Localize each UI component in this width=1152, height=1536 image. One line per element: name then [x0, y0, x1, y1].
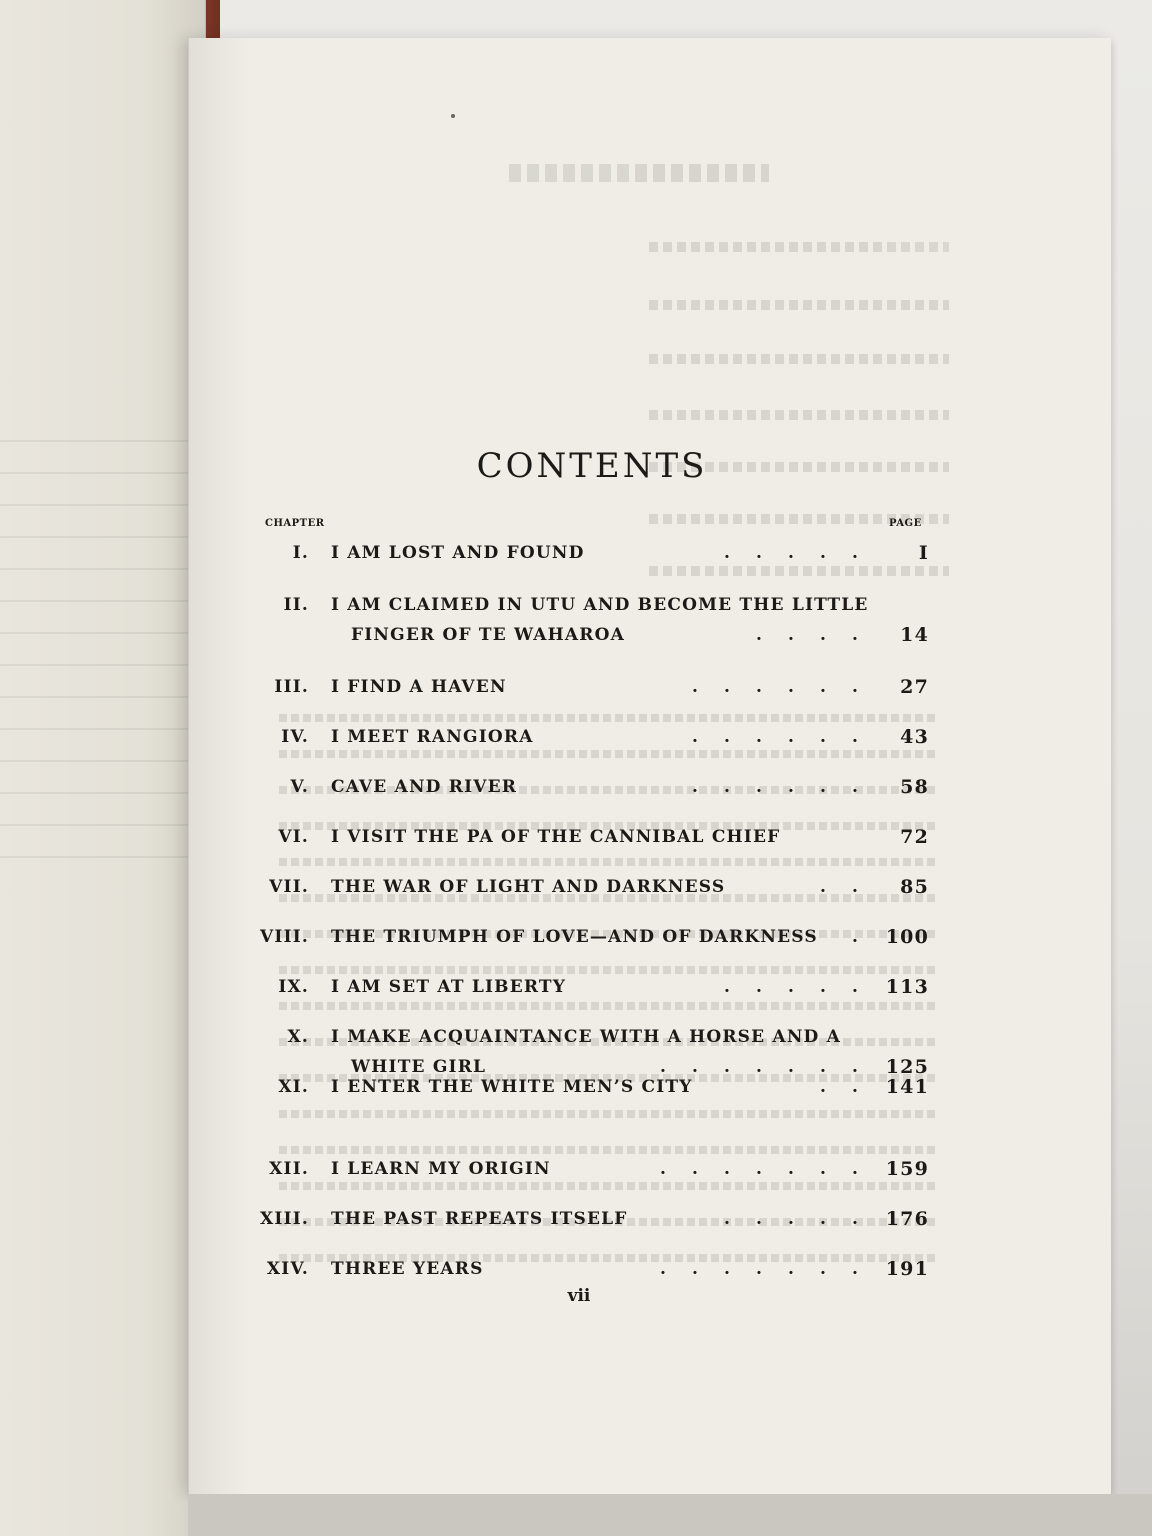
chapter-title: I LEARN MY ORIGIN [331, 1159, 551, 1179]
chapter-page-number: 27 [900, 676, 929, 698]
dot-leader: . . [820, 877, 858, 897]
chapter-number: XII. [269, 1159, 309, 1179]
page-number: vii [567, 1286, 591, 1306]
chapter-page-number: 159 [885, 1158, 929, 1180]
chapter-page-number: 85 [900, 876, 929, 898]
toc-entry [189, 590, 949, 650]
chapter-title: I AM LOST AND FOUND [331, 543, 585, 563]
chapter-page-number: 100 [885, 926, 929, 948]
chapter-page-number: 141 [885, 1076, 929, 1098]
toc-line [189, 1154, 949, 1184]
dot-leader: . . . . . [724, 977, 858, 997]
chapter-title: I VISIT THE PA OF THE CANNIBAL CHIEF [331, 827, 781, 847]
chapter-page-number: 43 [900, 726, 929, 748]
surface-below-book [188, 1494, 1152, 1536]
toc-entry [189, 1154, 949, 1184]
toc-entry [189, 672, 949, 702]
chapter-title: I AM SET AT LIBERTY [331, 977, 567, 997]
toc-line [189, 1204, 949, 1234]
dot-leader: . . . . . . . [660, 1259, 858, 1279]
toc-line [189, 1072, 949, 1102]
chapter-title: THREE YEARS [331, 1259, 484, 1279]
chapter-number: IV. [281, 727, 309, 747]
dot-leader: . [852, 927, 858, 947]
dot-leader: . . . . [756, 625, 858, 645]
toc-entry [189, 1254, 949, 1284]
dot-leader: . . . . . [724, 543, 858, 563]
chapter-title: I FIND A HAVEN [331, 677, 507, 697]
chapter-title: THE TRIUMPH OF LOVE—AND OF DARKNESS [331, 927, 818, 947]
chapter-page-number: 14 [900, 624, 929, 646]
toc-line [189, 772, 949, 802]
toc-line [189, 1022, 949, 1052]
chapter-title: THE WAR OF LIGHT AND DARKNESS [331, 877, 726, 897]
chapter-number: XIII. [260, 1209, 309, 1229]
chapter-title: I MEET RANGIORA [331, 727, 534, 747]
toc-line [189, 722, 949, 752]
chapter-column-label: CHAPTER [265, 518, 325, 529]
chapter-title: I ENTER THE WHITE MEN’S CITY [331, 1077, 693, 1097]
toc-line [189, 872, 949, 902]
chapter-number: VII. [269, 877, 309, 897]
chapter-page-number: I [918, 542, 929, 564]
left-page-bleed [0, 440, 200, 860]
chapter-title: I MAKE ACQUAINTANCE WITH A HORSE AND A [331, 1027, 842, 1047]
book-page [188, 38, 1111, 1494]
toc-entry [189, 1072, 949, 1102]
chapter-number: I. [292, 543, 309, 563]
chapter-title: I AM CLAIMED IN UTU AND BECOME THE LITTLE [331, 595, 869, 615]
chapter-number: V. [290, 777, 309, 797]
chapter-page-number: 113 [885, 976, 929, 998]
toc-line [189, 590, 949, 620]
chapter-number: VIII. [260, 927, 309, 947]
toc-entry [189, 772, 949, 802]
chapter-number: X. [287, 1027, 309, 1047]
chapter-page-number: 125 [885, 1056, 929, 1078]
chapter-title: CAVE AND RIVER [331, 777, 518, 797]
dot-leader: . . . . . . [692, 727, 858, 747]
chapter-number: VI. [278, 827, 309, 847]
dot-leader: . . . . . . [692, 677, 858, 697]
chapter-title: FINGER OF TE WAHAROA [351, 625, 625, 645]
toc-line [189, 922, 949, 952]
page-title: CONTENTS [476, 446, 708, 486]
dot-leader: . . [820, 1077, 858, 1097]
toc-line [189, 538, 949, 568]
chapter-page-number: 191 [885, 1258, 929, 1280]
toc-entry [189, 822, 949, 852]
chapter-number: III. [274, 677, 309, 697]
toc-line [189, 972, 949, 1002]
toc-entry [189, 1204, 949, 1234]
chapter-number: XIV. [266, 1259, 309, 1279]
toc-entry [189, 872, 949, 902]
chapter-title: WHITE GIRL [351, 1057, 487, 1077]
toc-line [189, 672, 949, 702]
chapter-number: XI. [278, 1077, 309, 1097]
toc-line [189, 620, 949, 650]
toc-entry [189, 538, 949, 568]
chapter-title: THE PAST REPEATS ITSELF [331, 1209, 628, 1229]
dot-leader: . . . . . . [692, 777, 858, 797]
toc-entry [189, 972, 949, 1002]
page-column-label: PAGE [889, 518, 922, 529]
chapter-number: IX. [278, 977, 309, 997]
chapter-page-number: 72 [900, 826, 929, 848]
chapter-number: II. [283, 595, 309, 615]
toc-line [189, 1254, 949, 1284]
dot-leader: . . . . . . . [660, 1057, 858, 1077]
dot-leader: . . . . . [724, 1209, 858, 1229]
left-page [0, 0, 206, 1536]
toc-line [189, 822, 949, 852]
chapter-page-number: 176 [885, 1208, 929, 1230]
toc-entry [189, 722, 949, 752]
dot-leader: . . . . . . . [660, 1159, 858, 1179]
chapter-page-number: 58 [900, 776, 929, 798]
toc-entry [189, 922, 949, 952]
